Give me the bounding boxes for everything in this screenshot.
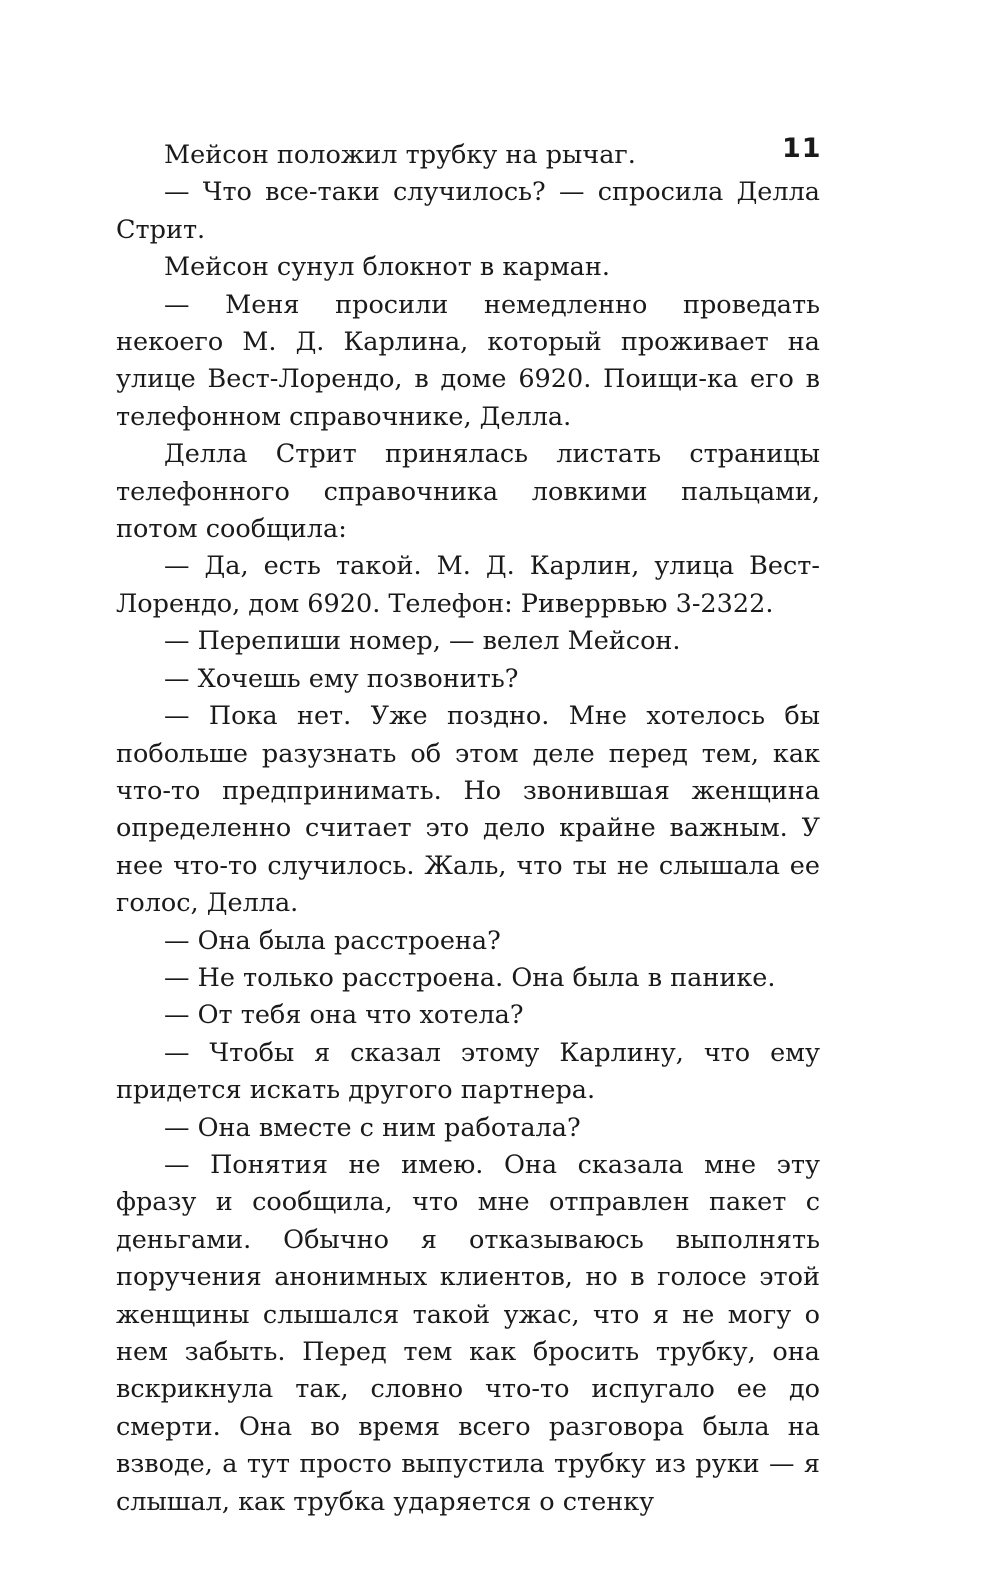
paragraph: Делла Стрит принялась листать страницы телефонного справочника ловкими пальцами, потом сообщила: xyxy=(116,439,820,545)
paragraph: — Меня просили немедленно проведать некоего М. Д. Карлина, который проживает на улице Вест-Лорендо, в доме 6920. Поищи-ка его в телефонном справочнике, Делла. xyxy=(116,289,820,432)
paragraph: Мейсон положил трубку на рычаг. xyxy=(164,140,636,170)
paragraph: — Она была расстроена? xyxy=(164,925,501,956)
body-text xyxy=(116,137,820,1521)
paragraph: — Понятия не имею. Она сказала мне эту фразу и сообщила, что мне отправлен пакет с деньгами. Обычно я отказываюсь выполнять поручения анонимных клиентов, но в голосе этой женщины слышался такой ужас, что я не могу о нем забыть. Перед тем как бросить трубку, она вскрикнула так, словно что-то испугало ее до смерти. Она во время всего разговора была на взводе, а тут просто выпустила трубку из руки — я слышал, как трубка ударяется о стенку xyxy=(116,1149,820,1517)
paragraph: — Чтобы я сказал этому Карлину, что ему придется искать другого партнера. xyxy=(116,1037,820,1106)
paragraph: — Хочешь ему позвонить? xyxy=(164,663,519,694)
paragraph: — Она вместе с ним работала? xyxy=(164,1112,581,1143)
paragraph: — Да, есть такой. М. Д. Карлин, улица Вест-Лорендо, дом 6920. Телефон: Риверрвью 3-2322. xyxy=(116,551,820,619)
paragraph: Мейсон сунул блокнот в карман. xyxy=(164,252,610,283)
paragraph: — Не только расстроена. Она была в панике. xyxy=(164,962,776,993)
page-number: 11 xyxy=(782,133,822,164)
paragraph: — От тебя она что хотела? xyxy=(164,1000,524,1031)
paragraph: — Что все-таки случилось? — спросила Делла Стрит. xyxy=(116,177,820,245)
paragraph: — Перепиши номер, — велел Мейсон. xyxy=(164,626,681,657)
paragraph: — Пока нет. Уже поздно. Мне хотелось бы побольше разузнать об этом деле перед тем, как что-то предпринимать. Но звонившая женщина определенно считает это дело крайне важным. У нее что-то случилось. Жаль, что ты не слышала ее голос, Делла. xyxy=(116,701,820,919)
